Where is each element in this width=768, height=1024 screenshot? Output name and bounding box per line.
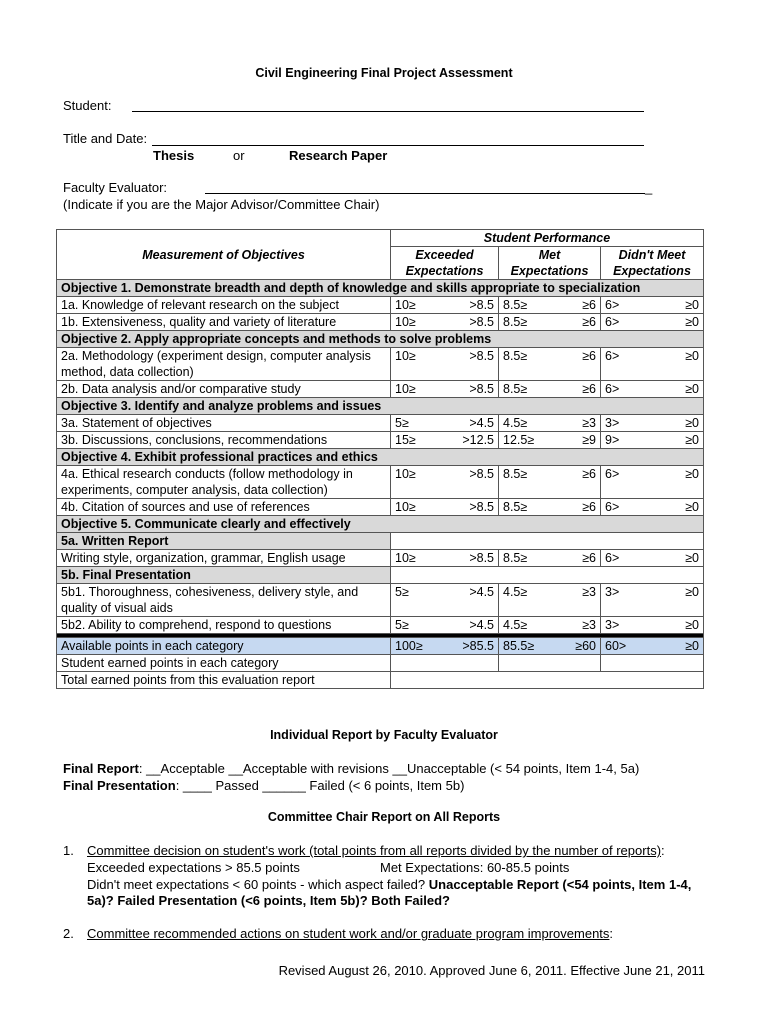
score-lower: ≥3 [582,585,596,599]
score-lower: >85.5 [462,639,494,653]
score-cell [601,432,704,449]
total-points-row [57,672,704,689]
score-upper: 6> [605,298,620,312]
met-line: Met Expectations: 60-85.5 points [380,860,570,875]
score-cell [391,314,499,331]
score-cell [391,415,499,432]
score-cell [601,466,704,499]
points-label: Student earned points in each category [57,655,391,672]
score-cell [499,297,601,314]
col-header-met: Met Expectations [499,247,601,280]
objective-title: Objective 2. Apply appropriate concepts and methods to solve problems [57,331,704,348]
criterion-label: 4a. Ethical research conducts (follow methodology in experiments, computer analysis, data collection) [57,466,391,499]
score-upper: 10≥ [395,349,416,363]
score-lower: >12.5 [462,433,494,447]
earned-exceeded-input[interactable] [391,655,499,672]
score-upper: 4.5≥ [503,416,528,430]
score-cell [391,381,499,398]
score-upper: 6> [605,382,620,396]
page-title: Civil Engineering Final Project Assessment [255,66,513,80]
score-lower: ≥0 [685,349,699,363]
score-upper: 6> [605,500,620,514]
criterion-row [57,415,704,432]
subsection-title: 5a. Written Report [57,533,391,550]
committee-item-2 [63,926,703,941]
score-upper: 6> [605,315,620,329]
score-lower: >4.5 [469,416,494,430]
final-presentation-options[interactable]: : ____ Passed ______ Failed (< 6 points, Item 5b) [175,778,465,793]
criterion-label: Available points in each category [57,638,391,655]
score-lower: ≥0 [685,467,699,481]
faculty-trailing: _ [645,180,653,195]
score-upper: 60> [605,639,627,653]
criterion-row [57,584,704,617]
score-cell [391,297,499,314]
score-lower: >8.5 [469,382,494,396]
score-upper: 6> [605,349,620,363]
score-cell [391,466,499,499]
score-lower: ≥0 [685,433,699,447]
score-lower: ≥6 [582,315,596,329]
criterion-label: 5b2. Ability to comprehend, respond to questions [57,617,391,634]
score-cell [601,499,704,516]
score-upper: 100≥ [395,639,423,653]
faculty-line[interactable] [205,193,645,194]
title-date-line[interactable] [152,145,644,146]
score-upper: 8.5≥ [503,551,528,565]
score-cell [391,550,499,567]
empty-cell [391,533,704,550]
research-paper-option[interactable]: Research Paper [289,148,388,163]
score-upper: 8.5≥ [503,382,528,396]
score-cell [499,466,601,499]
faculty-label: Faculty Evaluator: [63,180,168,195]
criterion-row [57,297,704,314]
score-cell [499,550,601,567]
score-upper: 15≥ [395,433,416,447]
student-line[interactable] [132,111,644,112]
score-upper: 5≥ [395,618,409,632]
objective-title: Objective 1. Demonstrate breadth and depth of knowledge and skills appropriate to specialization [57,280,704,297]
exceeded-line: Exceeded expectations > 85.5 points [87,860,300,875]
score-upper: 8.5≥ [503,467,528,481]
score-cell [499,348,601,381]
subsection-row [57,533,704,550]
score-upper: 6> [605,551,620,565]
criterion-row [57,466,704,499]
score-upper: 12.5≥ [503,433,535,447]
score-upper: 10≥ [395,298,416,312]
score-lower: ≥3 [582,618,596,632]
committee-item-1 [63,843,703,858]
objective-title: Objective 4. Exhibit professional practices and ethics [57,449,704,466]
score-upper: 10≥ [395,551,416,565]
score-upper: 9> [605,433,620,447]
score-lower: ≥0 [685,500,699,514]
footer-revision: Revised August 26, 2010. Approved June 6, 2011. Effective June 21, 2011 [278,963,705,978]
objective-row [57,280,704,297]
individual-report-heading: Individual Report by Faculty Evaluator [270,728,498,742]
score-upper: 6> [605,467,620,481]
objectives-table [56,229,704,689]
final-report-line [63,761,639,776]
or-text: or [233,148,245,163]
score-cell [499,314,601,331]
score-lower: ≥0 [685,639,699,653]
score-cell [499,617,601,634]
objective-row [57,331,704,348]
score-lower: ≥6 [582,298,596,312]
criterion-row [57,348,704,381]
score-cell [601,314,704,331]
score-lower: ≥6 [582,349,596,363]
objective-title: Objective 3. Identify and analyze problems and issues [57,398,704,415]
score-lower: ≥0 [685,416,699,430]
score-upper: 3> [605,618,620,632]
score-upper: 4.5≥ [503,585,528,599]
score-upper: 5≥ [395,585,409,599]
score-cell [601,584,704,617]
score-cell [391,432,499,449]
score-cell [391,638,499,655]
score-lower: >4.5 [469,585,494,599]
score-cell [601,297,704,314]
subsection-title: 5b. Final Presentation [57,567,391,584]
score-upper: 8.5≥ [503,500,528,514]
score-cell [499,381,601,398]
criterion-label: 3b. Discussions, conclusions, recommendations [57,432,391,449]
final-presentation-label: Final Presentation [63,778,176,793]
title-date-label: Title and Date: [63,131,148,146]
score-upper: 10≥ [395,467,416,481]
available-points-row [57,638,704,655]
score-lower: ≥9 [582,433,596,447]
score-upper: 3> [605,416,620,430]
score-lower: ≥0 [685,315,699,329]
committee-report-heading: Committee Chair Report on All Reports [267,810,501,824]
item-2-number: 2. [63,926,74,941]
score-upper: 10≥ [395,500,416,514]
score-lower: ≥0 [685,382,699,396]
earned-points-row [57,655,704,672]
criterion-label: 1a. Knowledge of relevant research on the subject [57,297,391,314]
score-lower: ≥0 [685,585,699,599]
score-cell [601,550,704,567]
final-presentation-line [63,778,464,793]
score-upper: 8.5≥ [503,298,528,312]
score-lower: ≥6 [582,551,596,565]
item-2-colon: : [609,926,614,941]
col-header-performance: Student Performance [391,230,704,247]
col-header-exceeded: Exceeded Expectations [391,247,499,280]
criterion-label: 5b1. Thoroughness, cohesiveness, delivery style, and quality of visual aids [57,584,391,617]
score-upper: 10≥ [395,315,416,329]
empty-cell [391,567,704,584]
final-report-options[interactable]: : __Acceptable __Acceptable with revisions __Unacceptable (< 54 points, Item 1-4, 5a) [138,761,640,776]
total-points-input[interactable] [391,672,704,689]
score-cell [601,415,704,432]
item-1-number: 1. [63,843,74,858]
criterion-label: Writing style, organization, grammar, English usage [57,550,391,567]
thesis-option[interactable]: Thesis [153,148,195,163]
criterion-row [57,432,704,449]
item-1-title: Committee decision on student's work (total points from all reports divided by the number of reports) [87,843,662,858]
faculty-note: (Indicate if you are the Major Advisor/Committee Chair) [63,197,380,212]
criterion-row [57,499,704,516]
score-lower: ≥0 [685,551,699,565]
score-lower: ≥6 [582,500,596,514]
earned-didnt-input[interactable] [601,655,704,672]
col-header-measurement: Measurement of Objectives [57,230,391,280]
criterion-row [57,550,704,567]
criterion-label: 3a. Statement of objectives [57,415,391,432]
didnt-meet-paragraph [87,877,707,909]
score-cell [391,499,499,516]
score-lower: >8.5 [469,467,494,481]
criterion-row [57,314,704,331]
didnt-meet-text: Didn't meet expectations < 60 points - which aspect failed? [87,877,429,892]
score-upper: 8.5≥ [503,315,528,329]
score-cell [391,584,499,617]
score-lower: ≥6 [582,382,596,396]
score-cell [601,381,704,398]
score-upper: 8.5≥ [503,349,528,363]
objective-row [57,449,704,466]
score-upper: 10≥ [395,382,416,396]
score-lower: >8.5 [469,551,494,565]
score-cell [601,638,704,655]
score-lower: >8.5 [469,500,494,514]
score-lower: >8.5 [469,349,494,363]
criterion-label: 2b. Data analysis and/or comparative study [57,381,391,398]
score-cell [499,584,601,617]
col-header-didnt-meet: Didn't Meet Expectations [601,247,704,280]
item-2-title: Committee recommended actions on student work and/or graduate program improvements [87,926,610,941]
final-report-label: Final Report [63,761,139,776]
score-cell [499,499,601,516]
score-upper: 4.5≥ [503,618,528,632]
criterion-label: 4b. Citation of sources and use of references [57,499,391,516]
item-1-colon: : [661,843,665,858]
earned-met-input[interactable] [499,655,601,672]
score-lower: ≥0 [685,298,699,312]
student-label: Student: [63,98,112,113]
objective-row [57,398,704,415]
score-cell [499,415,601,432]
objective-row [57,516,704,533]
score-upper: 5≥ [395,416,409,430]
criterion-label: 1b. Extensiveness, quality and variety of literature [57,314,391,331]
score-cell [601,617,704,634]
score-upper: 3> [605,585,620,599]
score-lower: >4.5 [469,618,494,632]
criterion-row [57,617,704,634]
criterion-label: 2a. Methodology (experiment design, computer analysis method, data collection) [57,348,391,381]
score-lower: ≥6 [582,467,596,481]
didnt-meet-bold: Unacceptable Report (<54 points, Item 1-4, 5a)? Failed Presentation (<6 points, Item 5b)? Both Failed? [87,877,692,908]
objective-title: Objective 5. Communicate clearly and effectively [57,516,704,533]
score-cell [391,348,499,381]
score-cell [601,348,704,381]
score-upper: 85.5≥ [503,639,535,653]
subsection-row [57,567,704,584]
score-lower: >8.5 [469,315,494,329]
score-lower: ≥60 [575,639,596,653]
score-lower: >8.5 [469,298,494,312]
score-cell [499,638,601,655]
score-cell [499,432,601,449]
score-lower: ≥0 [685,618,699,632]
score-cell [391,617,499,634]
score-lower: ≥3 [582,416,596,430]
criterion-row [57,381,704,398]
points-label: Total earned points from this evaluation report [57,672,391,689]
